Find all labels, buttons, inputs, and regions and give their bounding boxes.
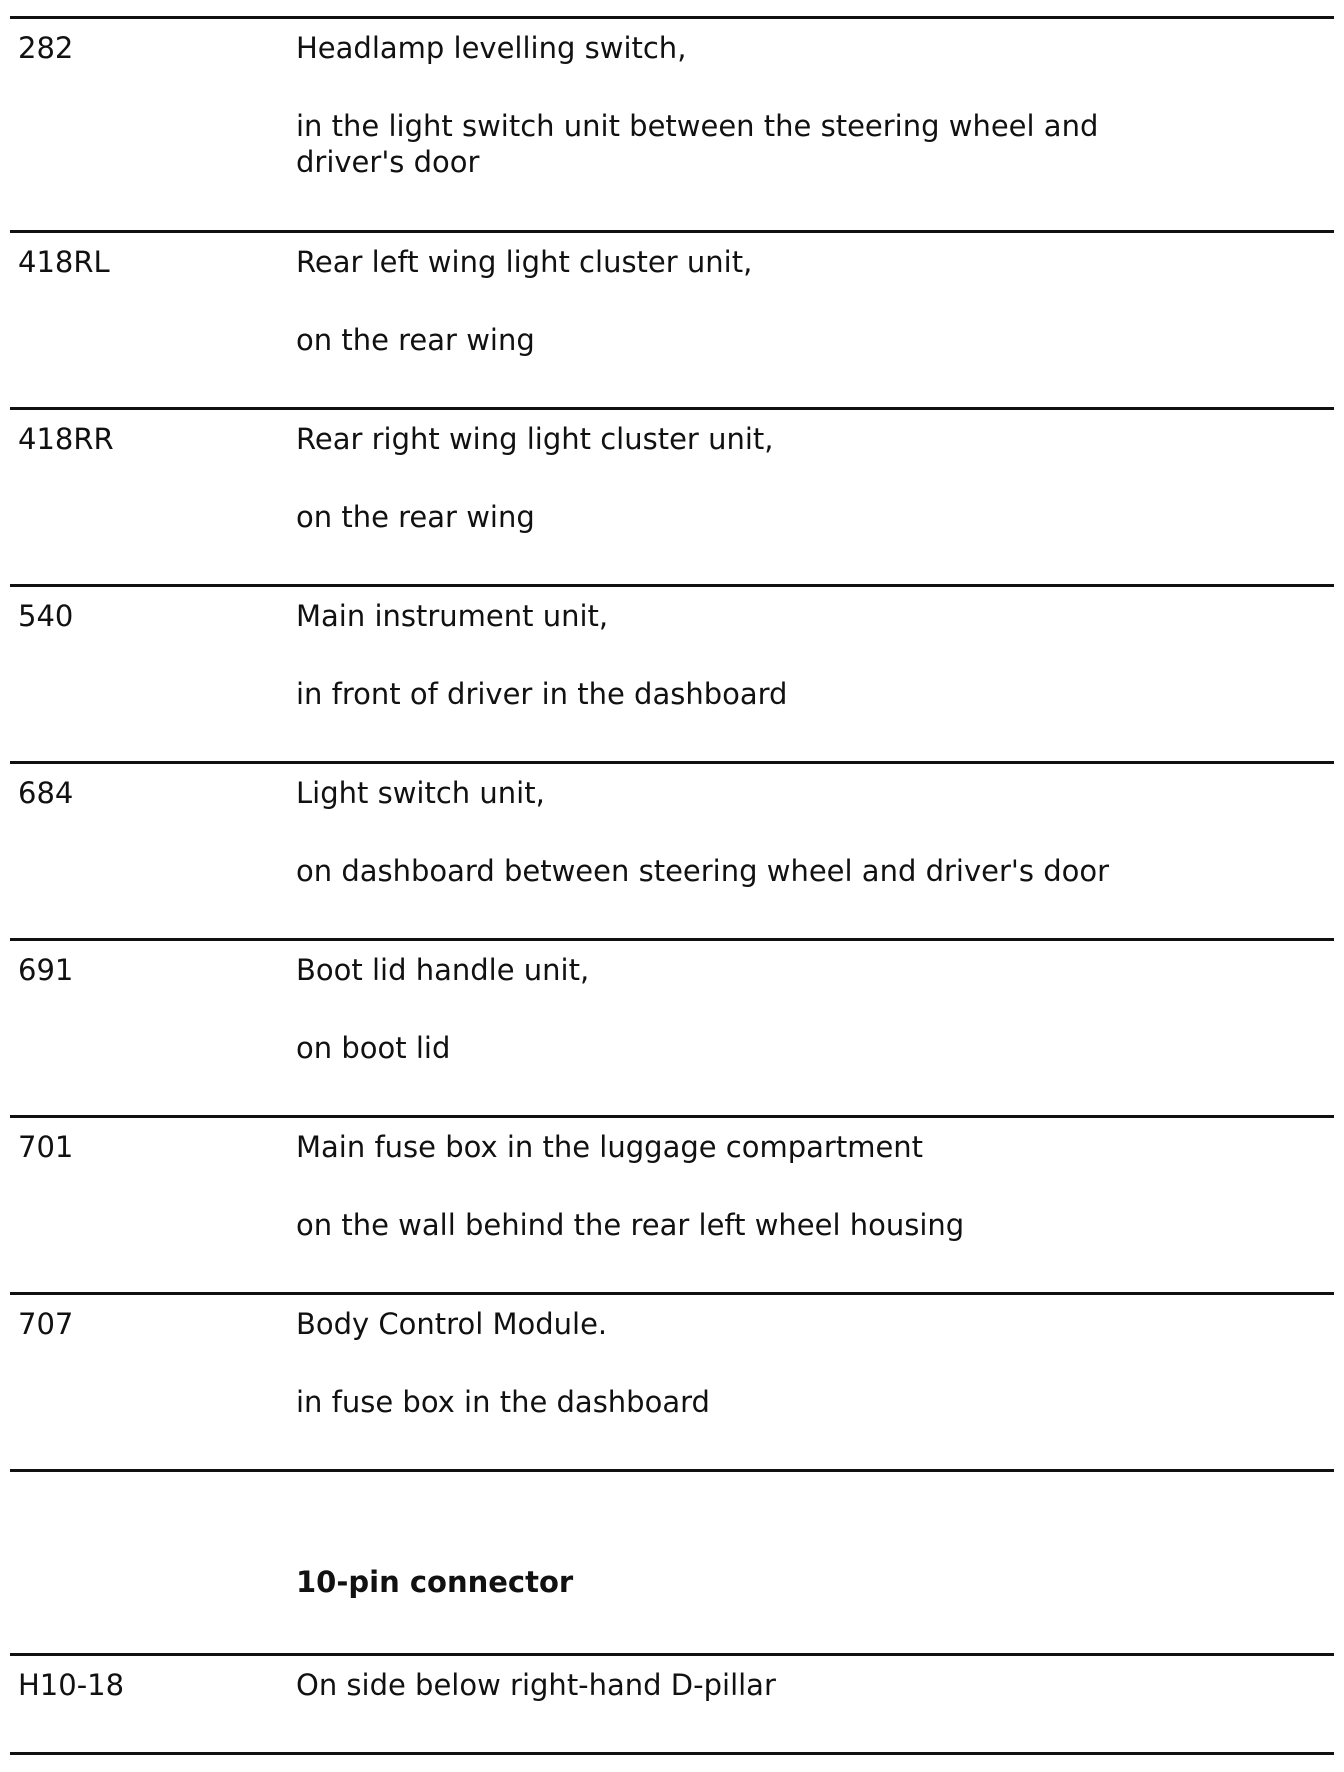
component-name: Headlamp levelling switch, <box>296 31 687 65</box>
component-description <box>296 1306 1176 1420</box>
connector-section-heading: 10-pin connector <box>296 1565 574 1599</box>
table-divider <box>10 1115 1334 1118</box>
component-location: on dashboard between steering wheel and driver's door <box>296 854 1110 888</box>
component-code: 418RL <box>18 245 110 279</box>
component-code: 691 <box>18 953 74 987</box>
component-code: 684 <box>18 776 74 810</box>
table-divider <box>10 1752 1334 1755</box>
table-divider <box>10 1292 1334 1295</box>
component-name: Light switch unit, <box>296 776 545 810</box>
table-divider <box>10 761 1334 764</box>
table-divider <box>10 1469 1334 1472</box>
component-location: on the wall behind the rear left wheel housing <box>296 1208 965 1242</box>
connector-code: H10-18 <box>18 1668 125 1702</box>
table-divider <box>10 938 1334 941</box>
component-location: in fuse box in the dashboard <box>296 1385 710 1419</box>
component-description <box>296 775 1176 889</box>
component-code: 282 <box>18 31 74 65</box>
component-code: 418RR <box>18 422 114 456</box>
component-code: 540 <box>18 599 74 633</box>
component-location: on the rear wing <box>296 500 535 534</box>
component-name: Rear right wing light cluster unit, <box>296 422 774 456</box>
component-location: in front of driver in the dashboard <box>296 677 788 711</box>
connector-description <box>296 1667 1176 1703</box>
component-name: Main instrument unit, <box>296 599 609 633</box>
component-location: on boot lid <box>296 1031 451 1065</box>
component-description <box>296 1129 1176 1243</box>
component-name: Boot lid handle unit, <box>296 953 590 987</box>
component-location: on the rear wing <box>296 323 535 357</box>
component-name: Rear left wing light cluster unit, <box>296 245 753 279</box>
component-description <box>296 598 1176 712</box>
table-divider <box>10 584 1334 587</box>
component-description <box>296 421 1176 535</box>
component-name: Main fuse box in the luggage compartment <box>296 1130 924 1164</box>
component-description <box>296 30 1176 180</box>
table-divider <box>10 407 1334 410</box>
connector-location: On side below right-hand D-pillar <box>296 1668 776 1702</box>
table-divider <box>10 230 1334 233</box>
component-description <box>296 952 1176 1066</box>
component-name: Body Control Module. <box>296 1307 608 1341</box>
table-divider <box>10 1653 1334 1656</box>
component-description <box>296 244 1176 358</box>
component-code: 701 <box>18 1130 74 1164</box>
table-divider <box>10 16 1334 19</box>
component-code: 707 <box>18 1307 74 1341</box>
component-location: in the light switch unit between the steering wheel and driver's door <box>296 109 1099 179</box>
